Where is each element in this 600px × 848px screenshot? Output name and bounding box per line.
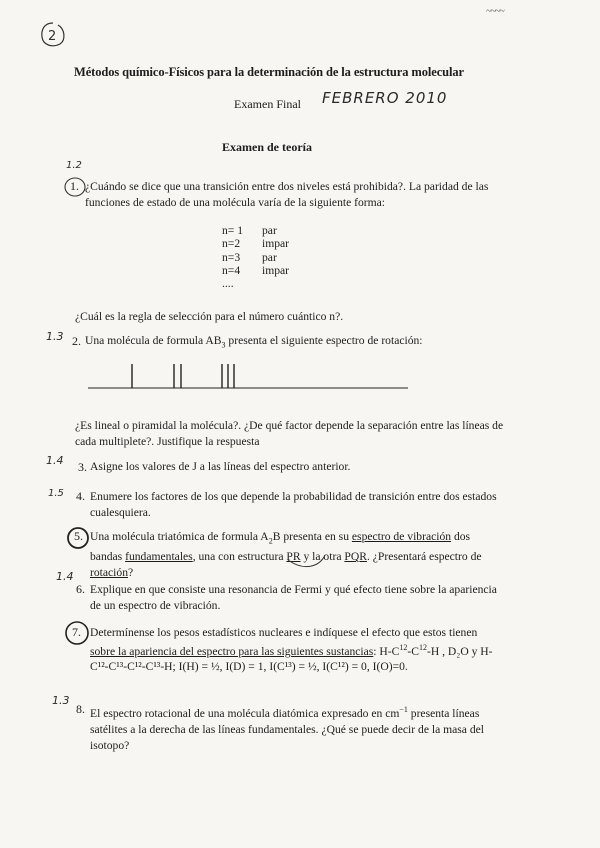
margin-note-q1: 1.2 bbox=[66, 160, 82, 171]
question-3-text: Asigne los valores de J a las líneas del espectro anterior. bbox=[90, 460, 351, 473]
question-number-2: 2. bbox=[72, 334, 81, 348]
rotation-curve-mark bbox=[288, 555, 325, 567]
question-2-text: Una molécula de formula $AB_3$ presenta el siguiente espectro de rotación: bbox=[85, 334, 423, 350]
question-2-followup: ¿Es lineal o piramidal la molécula?. ¿De qué factor depende la separación entre las líneas de cada multiplete?. Justifique la respuesta bbox=[75, 419, 504, 448]
question-5-text: Una molécula triatómica de formula $A_2B$ presenta en su espectro de vibración dos bandas fundamentales, una con estructura PR y la otra PQR. ¿Presentará espectro de rotación? bbox=[90, 530, 482, 580]
question-6-text: Explique en que consiste una resonancia de Fermi y qué efecto tiene sobre la apariencia de un espectro de vibración. bbox=[90, 583, 497, 612]
question-7-text: Determínense los pesos estadísticos nucleares e indíquese el efecto que estos tienen sobre la apariencia del espectro para las siguientes sustancias: $H-C^{12}-C^{12}-H$ , D₂O y H-C¹²-C¹³-C¹²-C¹³-H; I(H) = ½, I(D) = 1, I(C¹³) = ½, I(C¹²) = 0, I(O)=0. bbox=[90, 626, 493, 673]
question-number-5: 5. bbox=[74, 529, 83, 543]
margin-note-q8: 1.3 bbox=[52, 694, 70, 707]
exam-title: Métodos químico-Físicos para la determinación de la estructura molecular bbox=[74, 65, 464, 79]
margin-note-q2: 1.3 bbox=[46, 330, 64, 343]
circle-mark-q7 bbox=[66, 622, 88, 644]
question-1-text: ¿Cuándo se dice que una transición entre dos niveles está prohibida?. La paridad de las funciones de estado de una molécula varía de la siguiente forma: bbox=[85, 180, 489, 209]
margin-note-q4: 1.5 bbox=[48, 488, 64, 499]
question-4-text: Enumere los factores de los que depende la probabilidad de transición entre dos estados cualesquiera. bbox=[90, 490, 497, 519]
parity-row: n=3 par bbox=[222, 250, 277, 264]
question-number-1: 1. bbox=[70, 179, 79, 193]
question-number-7: 7. bbox=[72, 625, 81, 639]
parity-row: .... bbox=[222, 277, 234, 291]
parity-row: n=4 impar bbox=[222, 263, 290, 277]
handwritten-date: FEBRERO 2010 bbox=[322, 89, 448, 107]
circle-mark-q5 bbox=[68, 528, 88, 548]
svg-text:2: 2 bbox=[48, 29, 57, 44]
margin-note-q3: 1.4 bbox=[46, 454, 64, 467]
parity-row: n=2 impar bbox=[222, 237, 290, 251]
margin-note-q6: 1.4 bbox=[56, 570, 74, 583]
question-number-3: 3. bbox=[78, 460, 87, 474]
question-8-text: El espectro rotacional de una molécula diatómica expresado en $cm^{-1}$ presenta líneas satélites a la derecha de las líneas fundamentales. ¿Qué se puede decir de la masa del isotopo? bbox=[90, 705, 485, 752]
question-1-followup: ¿Cuál es la regla de selección para el número cuántico n?. bbox=[75, 310, 344, 323]
corner-scribble: ~~~~ bbox=[486, 6, 504, 17]
section-title: Examen de teoría bbox=[222, 140, 312, 154]
question-number-6: 6. bbox=[76, 582, 85, 596]
exam-subtitle: Examen Final bbox=[234, 97, 301, 111]
question-number-8: 8. bbox=[76, 702, 85, 716]
circle-mark-q1 bbox=[65, 178, 85, 196]
question-number-4: 4. bbox=[76, 489, 85, 503]
parity-row: n= 1 par bbox=[222, 224, 277, 237]
